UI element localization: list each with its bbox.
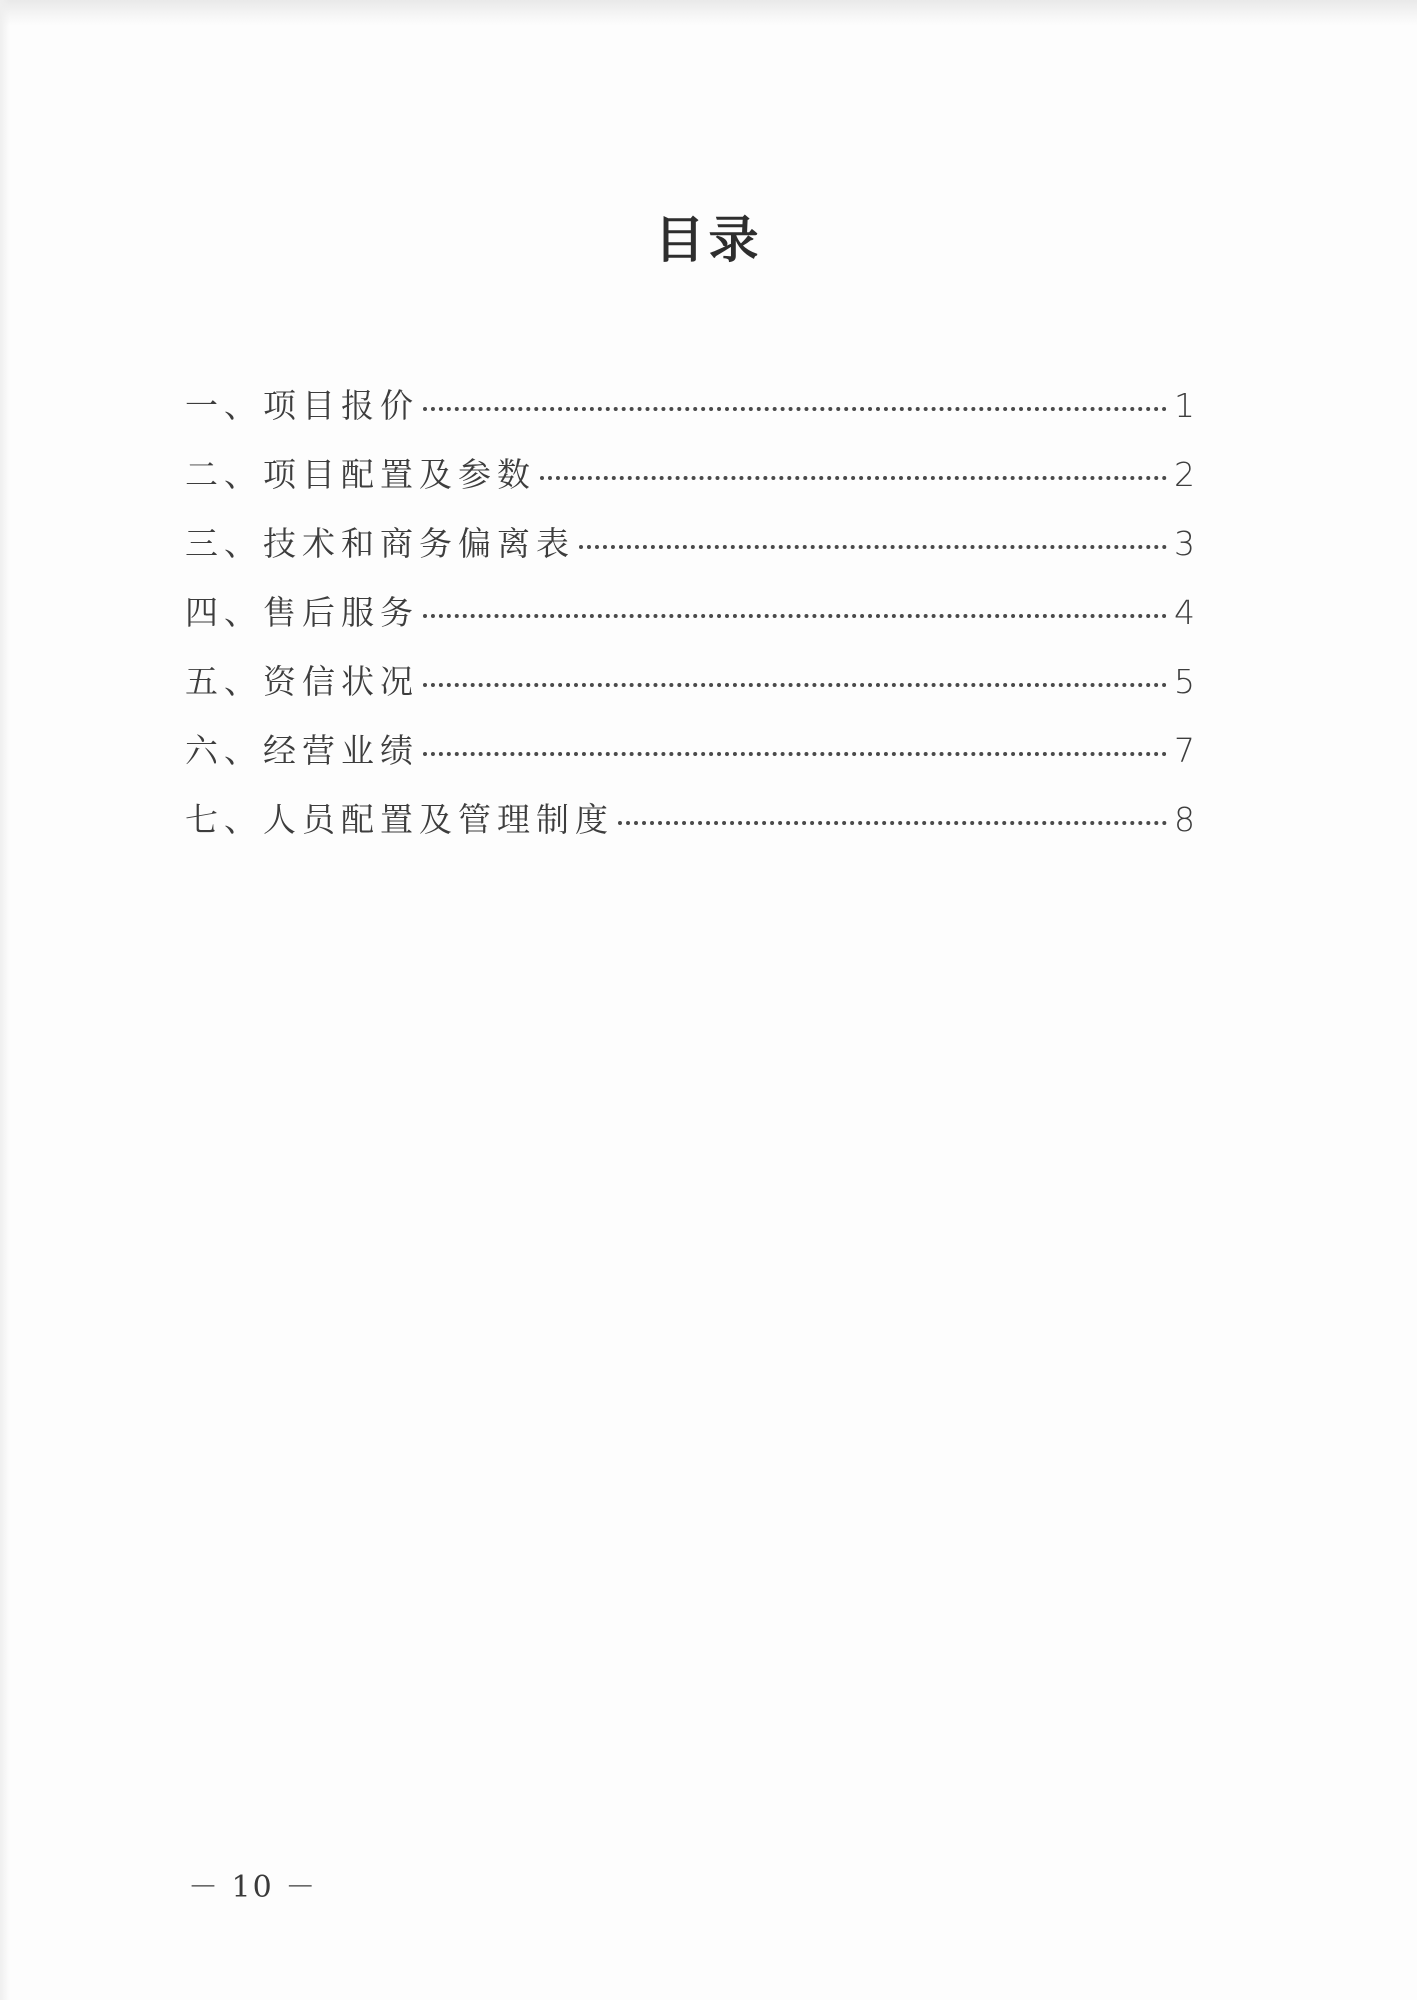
toc-entry-page: 5	[1174, 662, 1195, 701]
table-of-contents	[185, 380, 1195, 863]
toc-entry-page: 8	[1174, 800, 1195, 839]
toc-dot-leader	[423, 752, 1167, 756]
toc-dot-leader	[423, 614, 1167, 618]
toc-entry-7[interactable]	[185, 794, 1195, 863]
toc-entry-label: 七、人员配置及管理制度	[185, 800, 614, 839]
toc-entry-label: 三、技术和商务偏离表	[185, 524, 575, 563]
toc-dot-leader	[423, 683, 1167, 687]
toc-entry-page: 1	[1174, 386, 1195, 425]
toc-entry-label: 二、项目配置及参数	[185, 455, 536, 494]
scan-shading-left	[0, 0, 10, 2000]
toc-entry-label: 五、资信状况	[185, 662, 419, 701]
toc-entry-page: 2	[1174, 455, 1195, 494]
toc-entry-page: 4	[1174, 593, 1195, 632]
toc-entry-6[interactable]	[185, 725, 1195, 794]
toc-entry-label: 四、售后服务	[185, 593, 419, 632]
toc-entry-page: 7	[1174, 731, 1195, 770]
toc-entry-3[interactable]	[185, 518, 1195, 587]
toc-entry-5[interactable]	[185, 656, 1195, 725]
toc-dot-leader	[579, 545, 1167, 549]
toc-entry-2[interactable]	[185, 449, 1195, 518]
toc-dot-leader	[423, 407, 1167, 411]
toc-entry-page: 3	[1174, 524, 1195, 563]
toc-entry-4[interactable]	[185, 587, 1195, 656]
toc-dot-leader	[540, 476, 1167, 480]
footer-page-number: － 10 －	[188, 1870, 318, 1905]
toc-entry-label: 一、项目报价	[185, 386, 419, 425]
scan-shading-top	[0, 0, 1417, 26]
toc-entry-label: 六、经营业绩	[185, 731, 419, 770]
toc-entry-1[interactable]	[185, 380, 1195, 449]
page-title: 目录	[654, 211, 763, 269]
toc-dot-leader	[618, 821, 1167, 825]
